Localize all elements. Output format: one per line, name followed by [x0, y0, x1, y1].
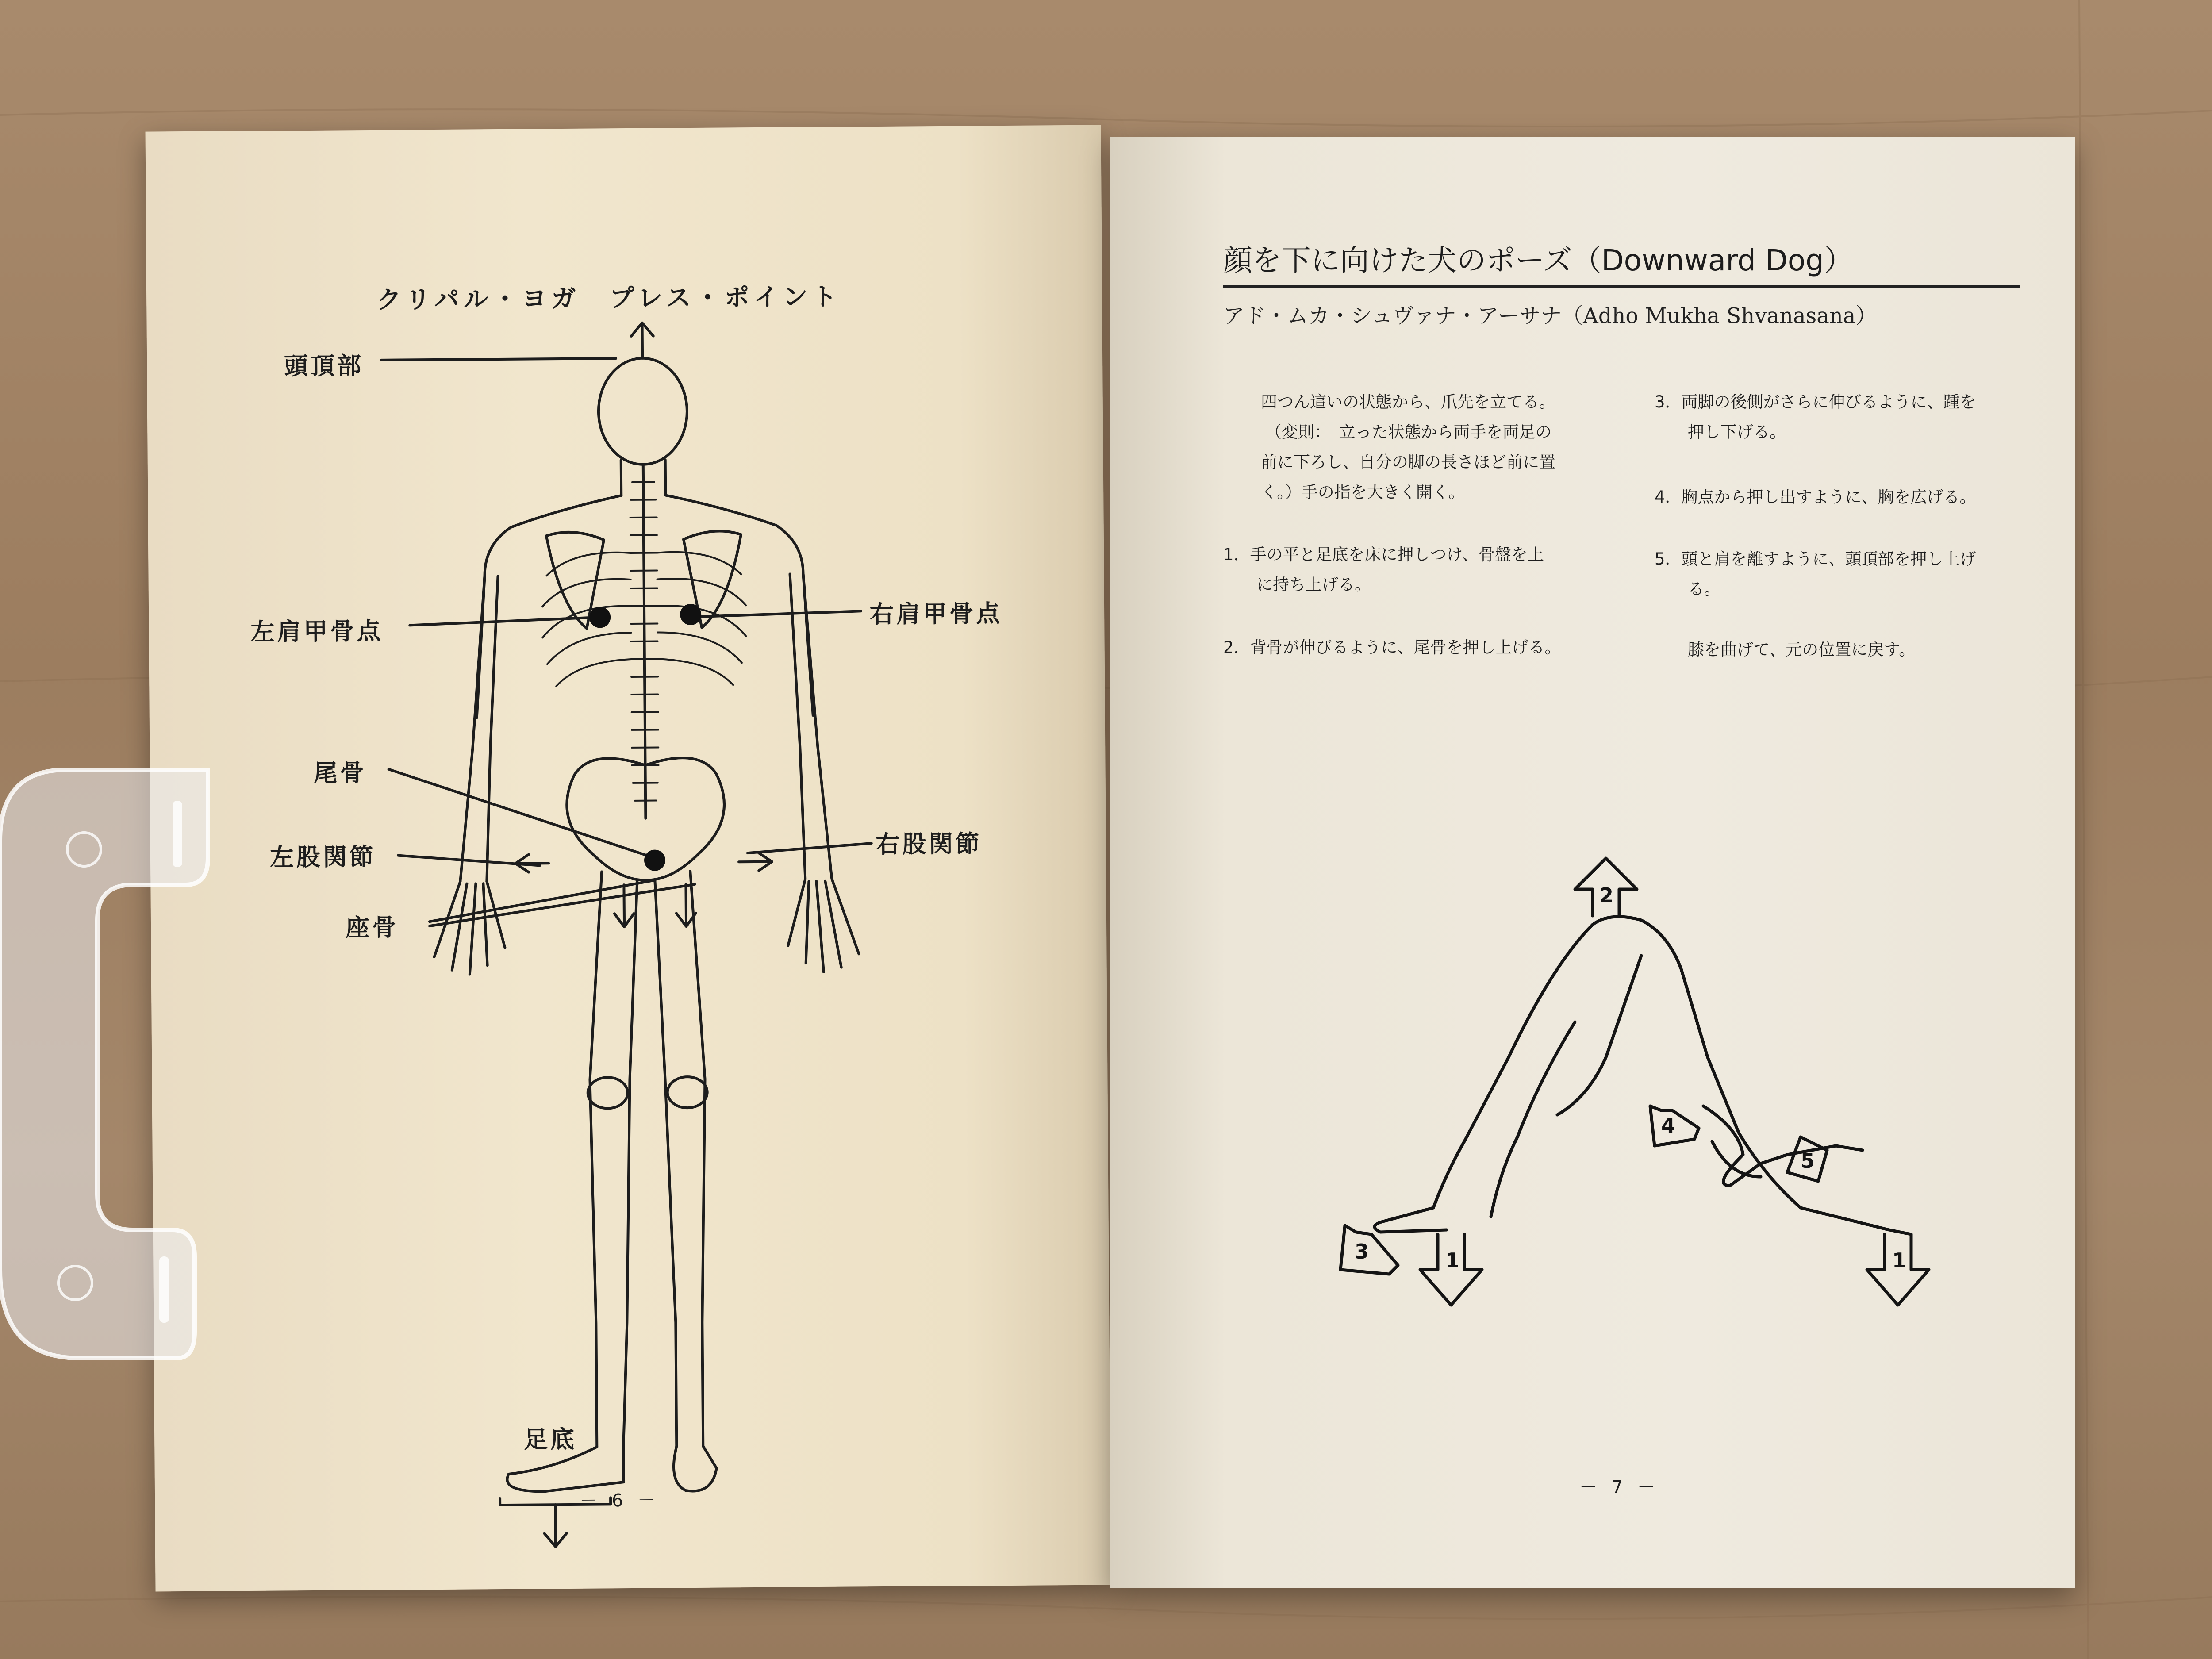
press-point-left-scapula — [589, 607, 611, 628]
right-page — [1110, 137, 2075, 1588]
pose-title: 顔を下に向けた犬のポーズ（Downward Dog） — [1223, 243, 1854, 277]
downward-dog-illustration — [1110, 137, 2075, 1588]
press-point-tailbone — [644, 849, 665, 871]
label-crown: 頭頂部 — [284, 352, 364, 380]
arrow-label-3: 3 — [1355, 1240, 1369, 1263]
arrow-label-1-left: 1 — [1445, 1248, 1460, 1272]
press-point-right-scapula — [680, 604, 701, 625]
step-3-text: 3．両脚の後側がさらに伸びるように、踵を 押し下げる。 — [1655, 392, 1976, 442]
page-number-left: － 6 － — [579, 1490, 660, 1511]
label-left-scapula: 左肩甲骨点 — [250, 617, 384, 646]
step-4-text: 4．胸点から押し出すように、胸を広げる。 — [1655, 488, 1976, 507]
step-2-text: 2．背骨が伸びるように、尾骨を押し上げる。 — [1223, 638, 1561, 657]
intro-text: 四つん這いの状態から、爪先を立てる。 （変則： 立った状態から両手を両足の 前に下ろし、自分の脚の長さほど前に置 く。）手の指を大きく開く。 — [1261, 392, 1555, 502]
arrow-label-5: 5 — [1801, 1149, 1815, 1173]
left-page — [146, 125, 1111, 1592]
label-soles: 足底 — [523, 1425, 577, 1454]
ending-text: 膝を曲げて、元の位置に戻す。 — [1688, 640, 1916, 659]
label-right-hip: 右股関節 — [876, 830, 983, 859]
press-point-title: クリパル・ヨガ プレス・ポイント — [376, 282, 841, 315]
arrow-label-4: 4 — [1661, 1114, 1676, 1137]
skeleton-illustration — [146, 125, 1111, 1592]
label-tailbone: 尾骨 — [313, 759, 367, 787]
arrow-label-1-right: 1 — [1892, 1248, 1907, 1272]
arrow-label-2: 2 — [1599, 883, 1614, 907]
label-sit-bones: 座骨 — [345, 913, 399, 942]
page-number-right: － 7 － — [1579, 1477, 1659, 1498]
step-1-text: 1．手の平と足底を床に押しつけ、骨盤を上 に持ち上げる。 — [1223, 545, 1544, 594]
pose-subtitle: アド・ムカ・シュヴァナ・アーサナ（Adho Mukha Shvanasana） — [1223, 303, 1877, 328]
label-right-scapula: 右肩甲骨点 — [869, 599, 1003, 629]
step-5-text: 5．頭と肩を離すように、頭頂部を押し上げ る。 — [1655, 549, 1976, 599]
label-left-hip: 左股関節 — [269, 842, 376, 872]
